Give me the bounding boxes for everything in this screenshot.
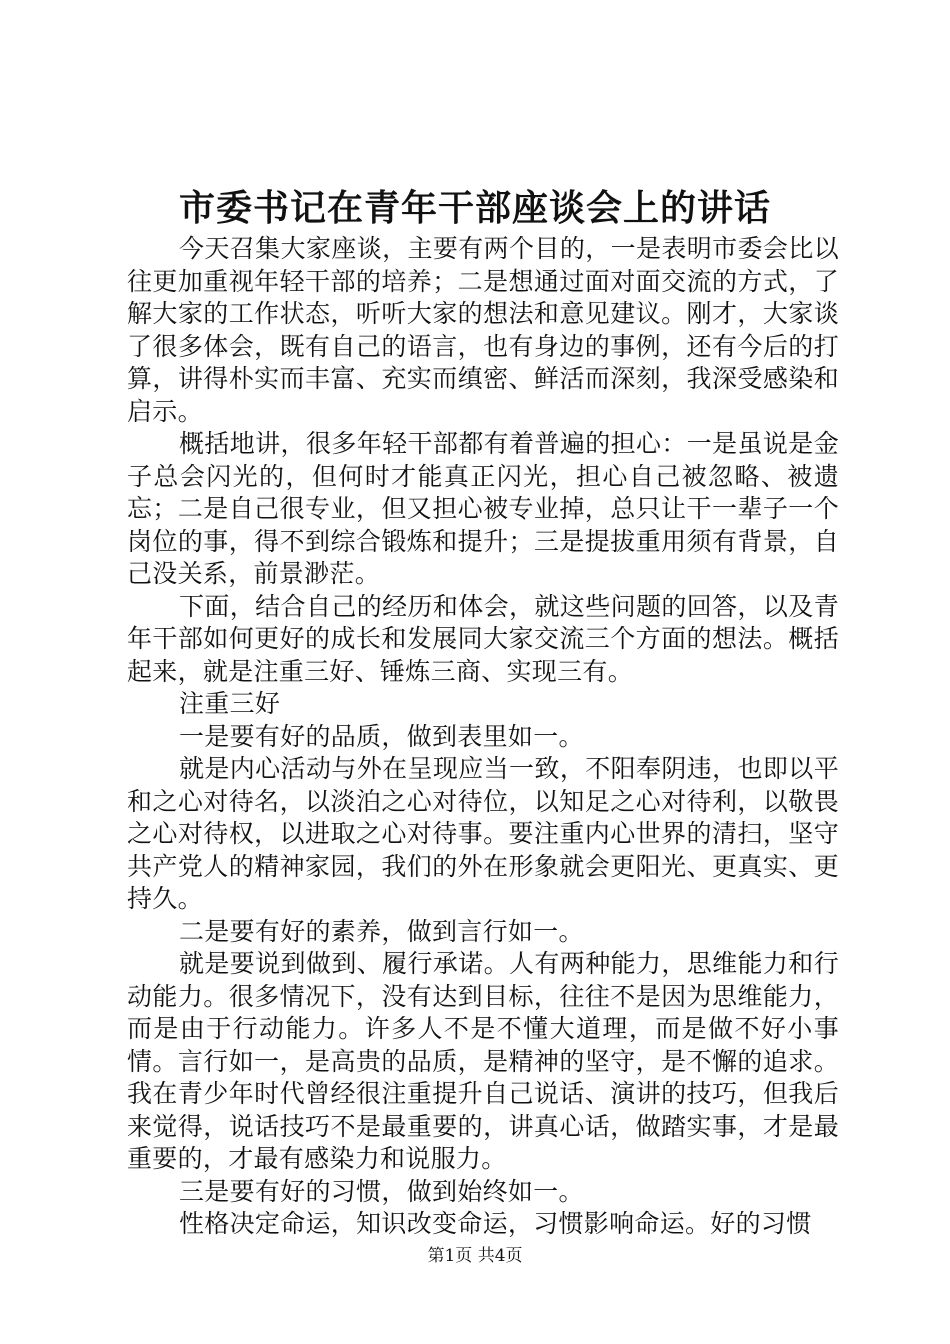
document-title: 市委书记在青年干部座谈会上的讲话 [178, 187, 771, 229]
paragraph-overview: 下面，结合自己的经历和体会，就这些问题的回答，以及青年干部如何更好的成长和发展同大家交流三个方面的想法。概括起来，就是注重三好、锤炼三商、实现三有。 [127, 591, 839, 686]
document-body [127, 233, 839, 1241]
paragraph-conduct: 就是要说到做到、履行承诺。人有两种能力，思维能力和行动能力。很多情况下，没有达到目标，往往不是因为思维能力，而是由于行动能力。许多人不是不懂大道理，而是做不好小事情。言行如一，是高贵的品质，是精神的坚守，是不懈的追求。我在青少年时代曾经很注重提升自己说话、演讲的技巧，但我后来觉得，说话技巧不是最重要的，讲真心话，做踏实事，才是最重要的，才最有感染力和说服力。 [127, 949, 839, 1173]
paragraph-habits: 性格决定命运，知识改变命运，习惯影响命运。好的习惯 [179, 1209, 812, 1238]
paragraph-intro: 今天召集大家座谈，主要有两个目的，一是表明市委会比以往更加重视年轻干部的培养；二是想通过面对面交流的方式，了解大家的工作状态，听听大家的想法和意见建议。刚才，大家谈了很多体会，既有自己的语言，也有身边的事例，还有今后的打算，讲得朴实而丰富、充实而缜密、鲜活而深刻，我深受感染和启示。 [127, 234, 839, 426]
subheading-habits: 三是要有好的习惯，做到始终如一。 [179, 1176, 584, 1206]
section-heading: 注重三好 [179, 689, 281, 718]
subheading-conduct: 二是要有好的素养，做到言行如一。 [179, 916, 584, 946]
paragraph-concerns: 概括地讲，很多年轻干部都有着普遍的担心：一是虽说是金子总会闪光的，但何时才能真正闪光，担心自己被忽略、被遗忘；二是自己很专业，但又担心被专业掉，总只让干一辈子一个岗位的事，得不到综合锻炼和提升；三是提拔重用须有背景，自己没关系，前景渺茫。 [127, 429, 839, 588]
paragraph-quality: 就是内心活动与外在呈现应当一致，不阳奉阴违，也即以平和之心对待名，以淡泊之心对待位，以知足之心对待利，以敬畏之心对待权，以进取之心对待事。要注重内心世界的清扫，坚守共产党人的精神家园，我们的外在形象就会更阳光、更真实、更持久。 [127, 754, 839, 913]
page-number-footer: 第1页 共4页 [427, 1246, 523, 1266]
subheading-quality: 一是要有好的品质，做到表里如一。 [179, 721, 584, 751]
